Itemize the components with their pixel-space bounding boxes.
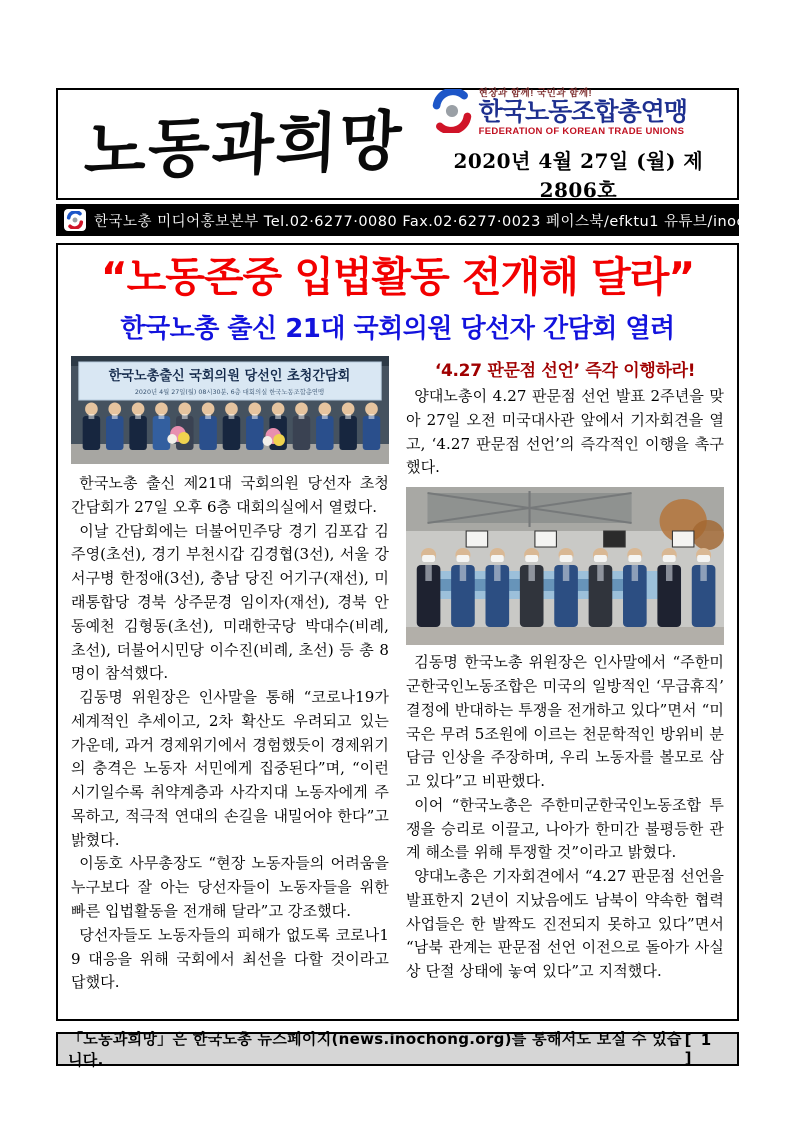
paragraph: 김동명 한국노총 위원장은 인사말에서 “주한미군한국인노동조합은 미국의 일방적인 ‘무급휴직’ 결정에 반대하는 투쟁을 전개하고 있다”면서 “미국은 무려 5조원에 이르는 천문학적인 방위비 분담금 인상을 주장하며, 우리 노동자를 볼모로 삼고 있다”고 비판했다. (406, 653, 724, 791)
org-name-english: FEDERATION OF KOREAN TRADE UNIONS (478, 125, 685, 137)
issue-date: 2020년 4월 27일 (월) 제2806호 (453, 148, 704, 202)
section-header: ‘4.27 판문점 선언’ 즉각 이행하라! (434, 361, 696, 382)
paragraph: 김동명 위원장은 인사말을 통해 “코로나19가 세계적인 추세이고, 2차 확산도 우려되고 있는 가운데, 과거 경제위기에서 경험했듯이 경제위기의 충격은 노동자 서민에게 집중된다”며, “이런 시기일수록 취약계층과 사각지대 노동자에게 주목하고, 적극적 연대의 손길을 내밀어야 한다”고 밝혔다. (71, 688, 389, 849)
press-conference-photo (406, 487, 724, 645)
footer-bar (56, 1030, 739, 1069)
photo-banner-title: 한국노총출신 국회의원 당선인 초청간담회 (108, 369, 351, 385)
masthead (56, 88, 739, 200)
article-subheadline: 한국노총 출신 21대 국회의원 당선자 간담회 열려 (120, 314, 675, 345)
right-column (406, 356, 724, 995)
group-photo-meeting (71, 356, 389, 464)
contact-bar (56, 204, 784, 236)
paragraph: 당선자들도 노동자들의 피해가 없도록 코로나19 대응을 위해 국회에서 최선을 다할 것이라고 답했다. (71, 925, 389, 992)
photo-banner-subtitle: 2020년 4월 27일(월) 08시30분, 6층 대회의실 한국노동조합총연맹 (134, 388, 325, 397)
paragraph: 이어 “한국노총은 주한미군한국인노동조합 투쟁을 승리로 이끌고, 나아가 한미간 불평등한 관계 해소를 위해 투쟁할 것”이라고 밝혔다. (406, 795, 724, 862)
paragraph: 한국노총 출신 제21대 국회의원 당선자 초청 간담회가 27일 오후 6층 대회의실에서 열렸다. (71, 474, 389, 516)
article-headline: “노동존중 입법활동 전개해 달라” (100, 253, 695, 301)
page-number: [ 1 ] (684, 1031, 714, 1067)
paragraph: 양대노총은 기자회견에서 “4.27 판문점 선언을 발표한지 2년이 지났음에도 남북이 약속한 협력 사업들은 한 발짝도 진전되지 못하고 있다”면서 “남북 관계는 판문점 선언 이전으로 돌아가 사실상 단절 상태에 놓여 있다”고 지적했다. (406, 867, 724, 981)
org-name: 한국노동조합총연맹 (478, 98, 688, 127)
paragraph: 이동호 사무총장도 “현장 노동자들의 어려움을 누구보다 잘 아는 당선자들이 노동자들을 위한 빠른 입법활동을 전개해 달라”고 강조했다. (71, 854, 389, 920)
paragraph: 이날 간담회에는 더불어민주당 경기 김포갑 김주영(초선), 경기 부천시갑 김경협(3선), 서울 강서구병 한정애(3선), 충남 당진 어기구(재선), 미래통합당 경북 상주문경 임이자(재선), 경북 안동예천 김형동(초선), 미래한국당 박대수(비례, 초선), 더불어시민당 이수진(비례, 초선) 등 총 8명이 참석했다. (71, 521, 389, 683)
article-box (56, 243, 739, 1021)
footer-note: 「노동과희망」은 한국노총 뉴스페이지(news.inochong.org)를 통해서도 보실 수 있습니다. (68, 1030, 682, 1069)
masthead-right (430, 85, 737, 202)
org-slogan: 현장과 함께! 국민과 함께! (478, 88, 593, 100)
fktu-mini-logo-icon (64, 209, 86, 231)
newsletter-title: 노동과희망 (82, 103, 405, 190)
fktu-logo-icon (430, 89, 474, 133)
contact-info: 한국노총 미디어홍보본부 Tel.02·6277·0080 Fax.02·6277·0023 페이스북/efktu1 유튜브/inochong (94, 213, 784, 230)
left-column (71, 356, 389, 995)
paragraph: 양대노총이 4.27 판문점 선언 발표 2주년을 맞아 27일 오전 미국대사관 앞에서 기자회견을 열고, ‘4.27 판문점 선언’의 즉각적인 이행을 촉구했다. (406, 387, 724, 477)
